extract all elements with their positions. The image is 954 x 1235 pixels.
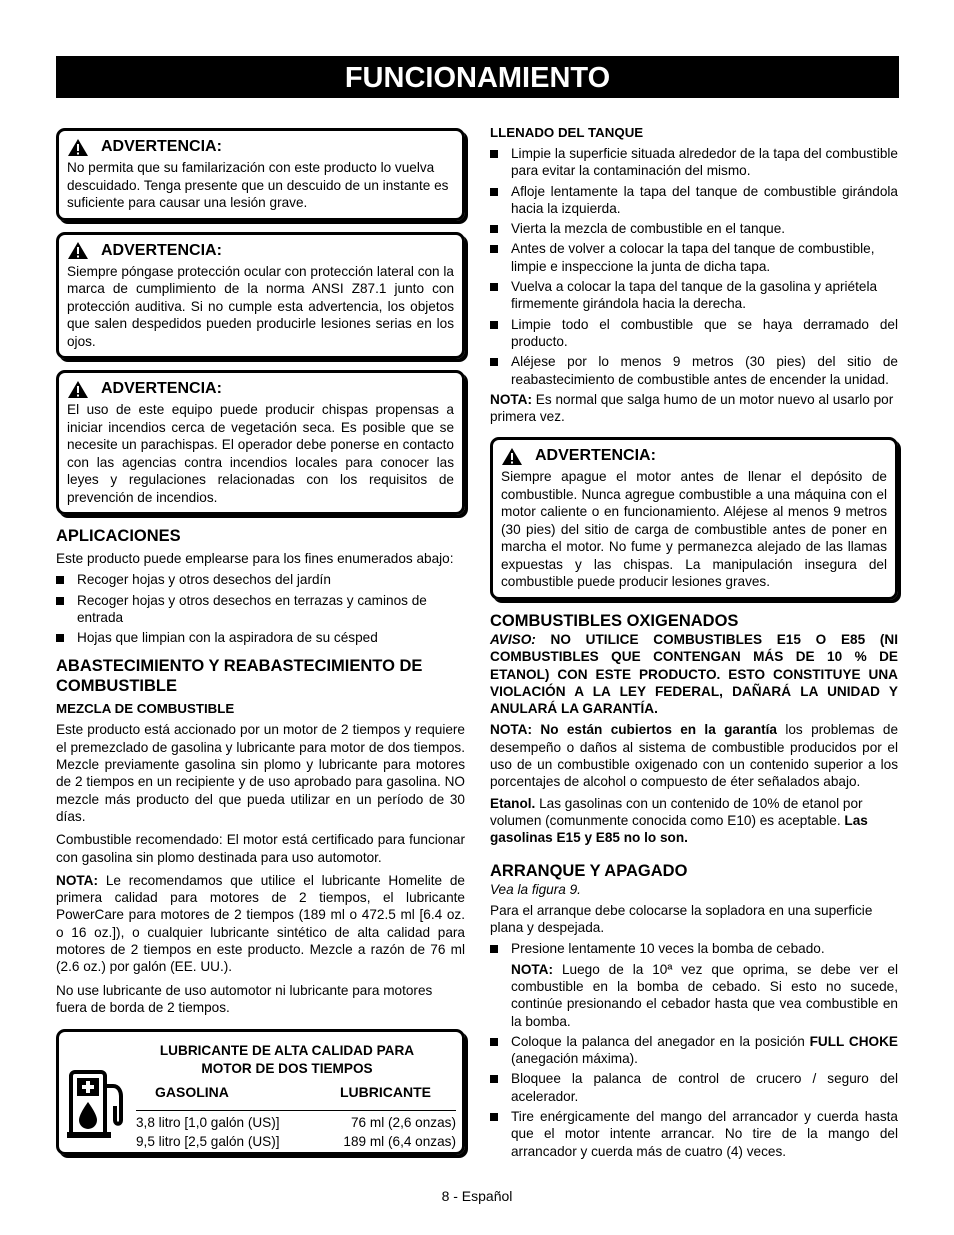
list-item: Limpie todo el combustible que se haya derramado del producto. bbox=[490, 316, 898, 351]
warning-title: ADVERTENCIA: bbox=[101, 241, 222, 259]
section-title-aplicaciones: APLICACIONES bbox=[56, 527, 181, 545]
nota-label: NOTA: bbox=[511, 961, 554, 977]
list-item-text: Presione lentamente 10 veces la bomba de cebado. bbox=[511, 941, 825, 957]
warning-title: ADVERTENCIA: bbox=[535, 447, 656, 465]
page-footer: 8 - Español bbox=[441, 1188, 513, 1204]
list-item bbox=[490, 1033, 898, 1068]
warning-box-4 bbox=[490, 437, 898, 600]
warning-box-1 bbox=[56, 128, 465, 221]
page-title: FUNCIONAMIENTO bbox=[56, 56, 899, 98]
nota-paragraph bbox=[490, 721, 898, 790]
etanol-label: Etanol. bbox=[490, 795, 536, 811]
section-title-arranque: ARRANQUE Y APAGADO bbox=[490, 861, 688, 880]
list-item: Tire enérgicamente del mango del arrancador y cuerda hasta que el motor intente arrancar. No tire de la mango del arrancador y cuerda más de cuatro (4) veces. bbox=[490, 1108, 898, 1160]
table-row bbox=[136, 1113, 456, 1132]
nota-text: Luego de la 10ª vez que oprima, se debe ver el combustible en la bomba de cebado. Si esto no sucede, continúe presionando el cebador hasta que vea combustible en la bomba. bbox=[511, 961, 898, 1029]
lubricant-table bbox=[56, 1029, 465, 1155]
llenado-list bbox=[490, 145, 898, 388]
nota-label: NOTA: bbox=[490, 391, 533, 407]
arranque-list bbox=[490, 940, 898, 1160]
etanol-bold: Las gasolinas E15 y E85 no lo son. bbox=[490, 812, 868, 846]
table-cell: 3,8 litro [1,0 galón (US)] bbox=[136, 1115, 280, 1131]
nota-paragraph bbox=[511, 961, 898, 1030]
warning-text: El uso de este equipo puede producir chispas propensas a iniciar incendios cerca de vegetación seca. Es posible que se necesite un parachispas. El operador debe ponerse en contacto con las agencias contra incendios locales para conocer las leyes y regulaciones relacionadas con los requisitos de prevención de incendios. bbox=[67, 402, 454, 505]
list-item: Hojas que limpian con la aspiradora de su césped bbox=[56, 629, 465, 646]
nota-text: Es normal que salga humo de un motor nuevo al usarlo por primera vez. bbox=[490, 391, 894, 425]
list-item: Afloje lentamente la tapa del tanque de combustible girándola hacia la izquierda. bbox=[490, 183, 898, 218]
aviso-paragraph bbox=[490, 631, 898, 717]
paragraph: Combustible recomendado: El motor está certificado para funcionar con gasolina sin plomo destinada para uso automotor. bbox=[56, 832, 465, 865]
section-title-oxigenados: COMBUSTIBLES OXIGENADOS bbox=[490, 611, 739, 630]
aplicaciones-list bbox=[56, 571, 465, 646]
table-cell: 9,5 litro [2,5 galón (US)] bbox=[136, 1134, 280, 1150]
list-item: Vierta la mezcla de combustible en el tanque. bbox=[490, 220, 898, 237]
warning-title: ADVERTENCIA: bbox=[101, 380, 222, 397]
warning-text: Siempre póngase protección ocular con protección lateral con la marca de cumplimiento de la norma ANSI Z87.1 junto con protección auditiva. Si no cumple esta advertencia, los objetos que salen despedidos pueden producirle lesiones serias en los ojos. bbox=[67, 263, 454, 349]
aviso-text: NO UTILICE COMBUSTIBLES E15 O E85 (NI COMBUSTIBLES QUE CONTENGAN MÁS DE 10 % DE ETANOL) CON ESTE PRODUCTO. ESTO CONSTITUYE UNA VIOLACIÓN A LA LEY FEDERAL, DAÑARÁ LA UNIDAD Y ANULARÁ LA GARANTÍA. bbox=[490, 631, 898, 717]
aplicaciones-intro: Este producto puede emplearse para los fines enumerados abajo: bbox=[56, 551, 454, 566]
aviso-label: AVISO: bbox=[490, 631, 536, 647]
section-title-abastecimiento: ABASTECIMIENTO Y REABASTECIMIENTO DE COMBUSTIBLE bbox=[56, 657, 423, 696]
warning-title: ADVERTENCIA: bbox=[101, 138, 222, 155]
full-choke-label: FULL CHOKE bbox=[809, 1033, 898, 1049]
list-item bbox=[490, 940, 898, 1029]
list-item: Recoger hojas y otros desechos del jardín bbox=[56, 571, 465, 588]
column-header-gasolina: GASOLINA bbox=[155, 1084, 229, 1101]
left-column bbox=[56, 124, 465, 1155]
table-title: LUBRICANTE DE ALTA CALIDAD PARA MOTOR DE DOS TIEMPOS bbox=[159, 1043, 415, 1077]
warning-box-3 bbox=[56, 370, 465, 515]
list-item-text: (anegación máxima). bbox=[511, 1051, 638, 1067]
list-item: Recoger hojas y otros desechos en terrazas y caminos de entrada bbox=[56, 592, 465, 627]
subsection-title-llenado: LLENADO DEL TANQUE bbox=[490, 125, 644, 140]
paragraph: Este producto está accionado por un motor de 2 tiempos y requiere el premezclado de gasolina y lubricante para motor de dos tiempos. Mezcle previamente gasolina sin plomo y lubricante para motores de 2 tiempos en un recipiente y de uso aprobado para gasolina. NO mezcle más producto del que pueda utilizar en un período de 30 días. bbox=[56, 722, 465, 824]
table-cell: 189 ml (6,4 onzas) bbox=[343, 1134, 456, 1150]
list-item: Limpie la superficie situada alrededor de la tapa del combustible para evitar la contaminación del mismo. bbox=[490, 145, 898, 180]
nota-label: NOTA: No están cubiertos en la garantía bbox=[490, 722, 777, 738]
nota-text: los problemas de desempeño o daños al sistema de combustible producidos por el uso de un combustible oxigenado con un contenido superior a los porcentajes de alcohol o compuesto de éter señalados abajo. bbox=[490, 722, 898, 790]
nota-paragraph bbox=[56, 872, 465, 976]
column-header-lubricante: LUBRICANTE bbox=[340, 1084, 431, 1101]
warning-triangle-icon bbox=[67, 241, 89, 260]
nota-paragraph bbox=[490, 391, 898, 426]
list-item: Vuelva a colocar la tapa del tanque de la gasolina y apriétela firmemente girándola hacia la derecha. bbox=[490, 278, 898, 313]
table-row bbox=[136, 1132, 456, 1151]
subsection-title-mezcla: MEZCLA DE COMBUSTIBLE bbox=[56, 701, 235, 717]
warning-triangle-icon bbox=[67, 138, 89, 157]
table-cell: 76 ml (2,6 onzas) bbox=[350, 1115, 456, 1131]
list-item-text: Coloque la palanca del anegador en la posición bbox=[511, 1033, 810, 1049]
fuel-pump-icon bbox=[67, 1070, 125, 1140]
paragraph: No use lubricante de uso automotor ni lubricante para motores fuera de borda de 2 tiempos. bbox=[56, 982, 433, 1015]
etanol-paragraph bbox=[490, 795, 898, 847]
warning-box-2 bbox=[56, 232, 465, 360]
list-item: Bloquee la palanca de control de crucero / seguro del acelerador. bbox=[490, 1070, 898, 1105]
warning-triangle-icon bbox=[67, 380, 89, 399]
nota-label: NOTA: bbox=[56, 872, 99, 888]
list-item: Aléjese por lo menos 9 metros (30 pies) del sitio de reabastecimiento de combustible antes de encender la unidad. bbox=[490, 353, 898, 388]
list-item: Antes de volver a colocar la tapa del tanque de combustible, limpie e inspeccione la junta de dicha tapa. bbox=[490, 240, 898, 275]
warning-text: No permita que su familarización con este producto lo vuelva descuidado. Tenga presente que un descuido de un instante es suficiente para causar una lesión grave. bbox=[67, 160, 449, 210]
etanol-text: Las gasolinas con un contenido de 10% de etanol por volumen (comunmente conocida como E10) es aceptable. bbox=[490, 795, 863, 828]
figure-reference: Vea la figura 9. bbox=[490, 881, 581, 897]
arranque-intro: Para el arranque debe colocarse la sopladora en una superficie plana y despejada. bbox=[490, 902, 873, 936]
table-body bbox=[136, 1110, 456, 1151]
warning-text: Siempre apague el motor antes de llenar el depósito de combustible. Nunca agregue combustible a una máquina con el motor caliente o en funcionamiento. Aléjese al menos 9 metros (30 pies) del sitio de carga de combustible antes de poner en marcha el motor. No fume y permanezca alejado de las llamas expuestas y las chispas. La manipulación insegura del combustible puede producir lesiones graves. bbox=[501, 469, 887, 590]
warning-triangle-icon bbox=[501, 447, 523, 466]
nota-text: Le recomendamos que utilice el lubricante Homelite de primera calidad para motores de 2 tiempos, el lubricante PowerCare para motores de 2 tiempos (189 ml o 472.5 ml [6.4 oz. o 16 oz.]), o cualquier lubricante sintético de alta calidad para motores de 2 tiempos en este producto. Mezcle a razón de 76 ml (2.6 oz.) por galón (EE. UU.). bbox=[56, 872, 465, 975]
right-column bbox=[490, 124, 898, 1163]
